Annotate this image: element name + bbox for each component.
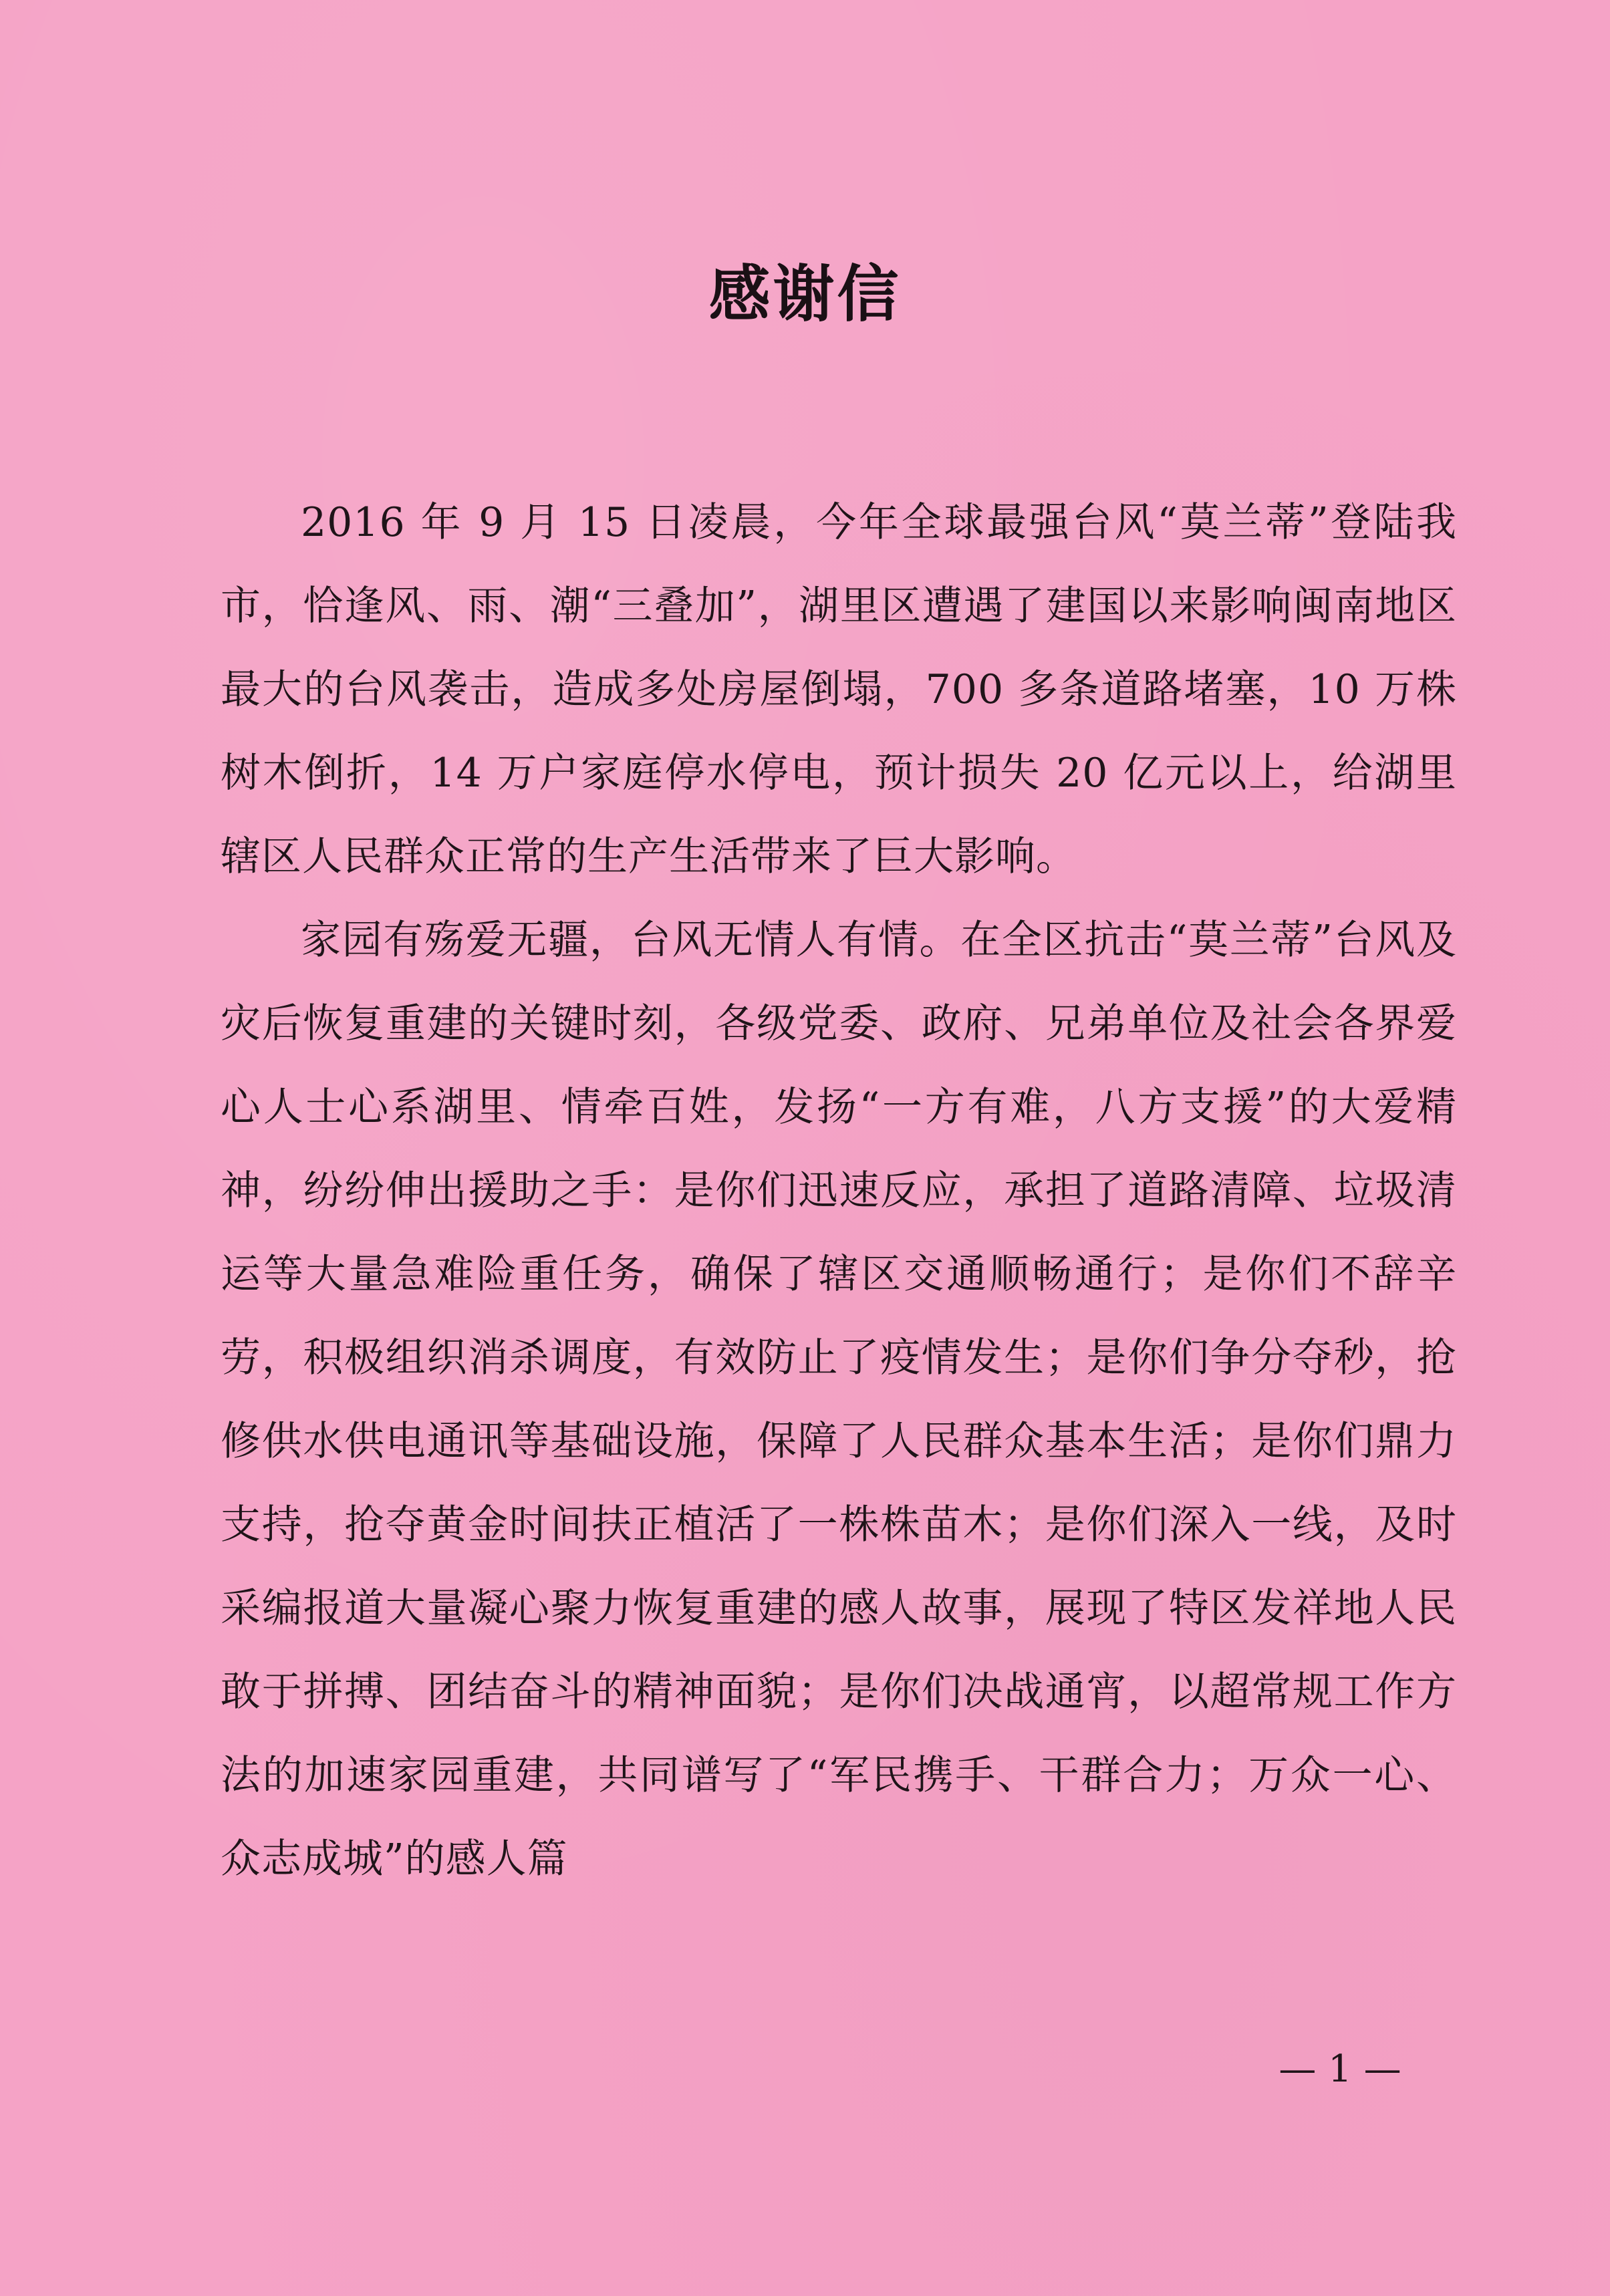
page-number: — 1 — bbox=[1279, 2047, 1401, 2091]
paragraph-gratitude: 家园有殇爱无疆，台风无情人有情。在全区抗击“莫兰蒂”台风及灾后恢复重建的关键时刻，各级党委、政府、兄弟单位及社会各界爱心人士心系湖里、情牵百姓，发扬“一方有难，八方支援”的大爱精神，纷纷伸出援助之手：是你们迅速反应，承担了道路清障、垃圾清运等大量急难险重任务，确保了辖区交通顺畅通行；是你们不辞辛劳，积极组织消杀调度，有效防止了疫情发生；是你们争分夺秒，抢修供水供电通讯等基础设施，保障了人民群众基本生活；是你们鼎力支持，抢夺黄金时间扶正植活了一株株苗木；是你们深入一线，及时采编报道大量凝心聚力恢复重建的感人故事，展现了特区发祥地人民敢于拼搏、团结奋斗的精神面貌；是你们决战通宵，以超常规工作方法的加速家园重建，共同谱写了“军民携手、干群合力；万众一心、众志成城”的感人篇 bbox=[221, 917, 1457, 1882]
paragraph-typhoon-impact: 2016 年 9 月 15 日凌晨，今年全球最强台风“莫兰蒂”登陆我市，恰逢风、雨、潮“三叠加”，湖里区遭遇了建国以来影响闽南地区最大的台风袭击，造成多处房屋倒塌，700 多条道路堵塞，10 万株树木倒折，14 万户家庭停水停电，预计损失 20 亿元以上，给湖里辖区人民群众正常的生产生活带来了巨大影响。 bbox=[221, 499, 1457, 880]
letter-body bbox=[221, 481, 1457, 1901]
letter-title: 感谢信 bbox=[708, 258, 902, 330]
